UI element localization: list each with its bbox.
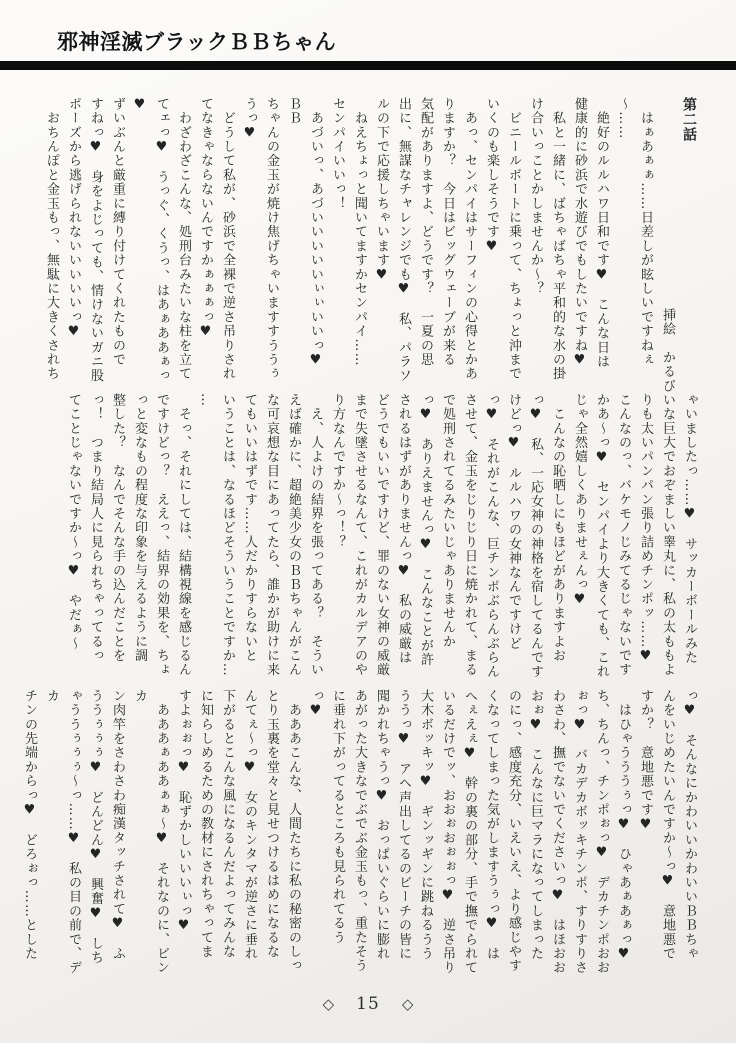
text-line: センパイいいっ！: [330, 97, 345, 211]
text-line: りも太いパンパン張り詰めチンポッ……♥: [638, 393, 653, 665]
text-line: いるだけでッ、おおぉおぉぉっ♥ 逆さ吊り: [440, 689, 455, 975]
text-line: まで失墜させるなんて、これがカルデアのや: [352, 393, 367, 677]
text-block-3: [18, 689, 700, 985]
text-line: りますか？ 今日はビッグウェーブが来る: [440, 97, 455, 367]
text-line: わざわざこんな、処刑台みたいな柱を立て: [176, 97, 191, 381]
text-line: くなってしまった気がしますうぅっ♥ は: [484, 689, 499, 961]
text-line: ずいぶんと厳重に縛り付けてくれたもので: [110, 97, 125, 367]
text-line: 気配がありますよ、どうです？ 一夏の思: [418, 97, 433, 367]
title-rule: [0, 61, 736, 70]
text-line: ゃいましたっ……♥ サッカーボールみた: [682, 393, 697, 665]
text-line: いうことは、なるほどそういうことですか…: [220, 393, 235, 677]
text-line: んをいじめたいんですか〜っ♥ 意地悪で: [660, 689, 675, 961]
text-line: な可哀想な目にあってたら、誰かが助けに来: [264, 393, 279, 677]
text-line: ちゃんの金玉が焼け焦げちゃいますすううぅ: [264, 97, 279, 381]
text-line: のにっ、感度充分、いえいえ、より感じやす: [506, 689, 521, 973]
text-line: されるはずがありませんっ♥ 私の威厳は: [396, 393, 411, 665]
diamond-ornament-left: ◇: [322, 995, 335, 1013]
text-line: てェっ♥ うっぐ、くうっ、はあぁああぁっ♥: [132, 97, 169, 383]
text-line: で処刑されてるみたいじゃありませんか: [440, 393, 455, 649]
text-line: 出に、無謀なチャレンジでも♥ 私、パラソ: [396, 97, 411, 383]
text-line: わさわ、撫でないでくださいっ♥ はほおお: [550, 689, 565, 975]
text-line: はひゃうううぅっ♥ ひゃあぁあぁっ♥: [616, 689, 631, 963]
text-line: いな巨大でおぞましい睾丸に、私の太ももよ: [660, 393, 675, 677]
page-footer: [0, 994, 736, 1014]
text-line: てなきゃならないんですかぁぁぁっ♥: [198, 97, 213, 341]
text-line: っ♥ 私、一応女神の神格を宿してるんです: [528, 393, 543, 679]
text-block-2: [62, 393, 700, 689]
text-line: け合いっことかしませんか〜？: [528, 97, 543, 296]
text-line: 整した？ なんでそんな手の込んだことを: [110, 393, 125, 663]
text-line: …: [198, 393, 213, 408]
text-line: はぁあぁぁ……日差しが眩しいですねぇ: [638, 97, 653, 367]
text-line: あがった大きなでぶでぶ金玉もっ、重たそう: [352, 689, 367, 973]
text-line: じゃ全然嬉しくありませぇんっ♥: [572, 393, 587, 608]
text-line: こんなの恥晒しにもほどがありますよお: [550, 393, 565, 663]
text-block-1: [40, 97, 700, 393]
text-line: ン肉竿をさわさわ痴漢タッチされて♥ ふ: [110, 689, 125, 961]
text-line: ねえちょっと聞いてますかセンパイ……: [352, 97, 367, 367]
text-line: ううぅぅぅ♥ どんどん♥ 興奮♥ しち: [88, 689, 103, 965]
text-line: 聞かれちゃうっ♥ おっぱいぐらいに膨れ: [374, 689, 389, 961]
diamond-ornament-right: ◇: [401, 995, 414, 1013]
text-line: あっ、センパイはサーフィンの心得とかあ: [462, 97, 477, 381]
text-line: に垂れ下がってるところも見られてるう: [330, 689, 345, 945]
text-line: させて、金玉をじりじり日に焼かれて、まる: [462, 393, 477, 677]
text-line: ち、ちんっ、チンポぉっ♥ デカチンポおお: [594, 689, 609, 975]
text-line: おちんぽと金玉もっ、無駄に大きくされち: [44, 97, 59, 381]
text-line: すよぉぉっ♥ 恥ずかしいいいぃっ♥: [176, 689, 191, 935]
text-line: っと変なもの程度な印象を与えるように調: [132, 393, 147, 663]
text-line: っ♥ それがこんな、巨チンポぶらんぶらん: [484, 393, 499, 679]
text-line: おぉ♥ こんなに巨マラになってしまった: [528, 689, 543, 961]
text-line: ですけどっ？ ええっ、結界の効果を、ちょ: [154, 393, 169, 677]
text-line: 挿絵 かるび: [660, 307, 675, 393]
text-line: すねっ♥ 身をよじっても、情けないガニ股: [88, 97, 103, 383]
text-line: けどっ♥ ルルハワの女神なんですけど: [506, 393, 521, 651]
text-line: え、人よけの結界を張ってある？ そうい: [308, 393, 323, 677]
text-line: 第二話: [681, 97, 697, 143]
text-line: えば確かに、超絶美少女のＢＢちゃんがこん: [286, 393, 301, 677]
text-line: ゃううぅぅぅ〜っ……♥ 私の目の前で、デカ: [44, 689, 81, 975]
text-line: あああぁああぁぁ〜♥ それなのに、ビンカ: [132, 689, 169, 975]
text-line: そっ、それにしては、結構視線を感じるん: [176, 393, 191, 677]
text-line: 健康的に砂浜で水遊びでもしたいですね♥: [572, 97, 587, 369]
text-line: こんなのっ、バケモノじみてるじゃないです: [616, 393, 631, 677]
text-line: ぉっ♥ バカデカボッキチンポ、すりすりさ: [572, 689, 587, 975]
text-line: り方なんですか〜っ！？: [330, 393, 345, 550]
text-line: ポーズから逃げられないいいいいっ♥: [66, 97, 81, 341]
text-line: てことじゃないですか〜っ♥ やだぁ〜: [66, 393, 81, 651]
text-line: ううっ♥ アヘ声出してるのビーチの皆に: [396, 689, 411, 961]
text-line: っ♥: [308, 689, 323, 720]
text-line: ビニールボートに乗って、ちょっと沖まで: [506, 97, 521, 381]
text-line: へぇえぇ♥ 幹の裏の部分、手で撫でられて: [462, 689, 477, 975]
text-line: どうして私が、砂浜で全裸で逆さ吊りされ: [220, 97, 235, 381]
text-line: どうでもいいですけど、罪のない女神の威厳: [374, 393, 389, 677]
text-line: 下がるとこんな風になるんだよってみんな: [220, 689, 235, 959]
text-line: っ♥ ありえませんっ♥ こんなことが許: [418, 393, 433, 667]
text-line: っ！ つまり結局人に見られちゃってるっ: [88, 393, 103, 663]
text-line: んてぇ〜っ♥ 女のキンタマが逆さに垂れ: [242, 689, 257, 961]
text-line: あああこんな、人間たちに私の秘密のしっ: [286, 689, 301, 973]
text-line: 〜……: [616, 97, 631, 140]
text-line: あづいっ、あづいいいいいぃぃいいっ♥ ＢＢ: [286, 97, 323, 384]
text-line: チンの先端からっ♥ どろぉっ……とした: [22, 689, 37, 961]
page-number: 15: [356, 994, 380, 1014]
text-line: すか？ 意地悪です♥: [638, 689, 653, 833]
text-line: に知らしめるための教材にされちゃってま: [198, 689, 213, 959]
text-line: 私と一緒に、ばちゃばちゃ平和的な水の掛: [550, 97, 565, 381]
text-line: っ♥ そんなにかわいいかわいいＢＢちゃ: [682, 689, 697, 961]
text-line: かあ〜っ♥ センパイより大きくても、これ: [594, 393, 609, 679]
text-line: いくのも楽しそうです♥: [484, 97, 499, 256]
text-line: ルの下で応援しちゃいます♥: [374, 97, 389, 284]
text-line: とり玉裏を堂々と見せつけるはめになるな: [264, 689, 279, 959]
text-line: 絶好のルルハワ日和です♥ こんな日は: [594, 97, 609, 369]
page-title: 邪神淫滅ブラックＢＢちゃん: [57, 29, 337, 54]
text-line: てもいいはずです……人だかりすらないと: [242, 393, 257, 663]
text-line: 大木ボッキッ♥ ギンッギンに跳ねるうう: [418, 689, 433, 961]
text-line: うっ♥: [242, 97, 257, 142]
